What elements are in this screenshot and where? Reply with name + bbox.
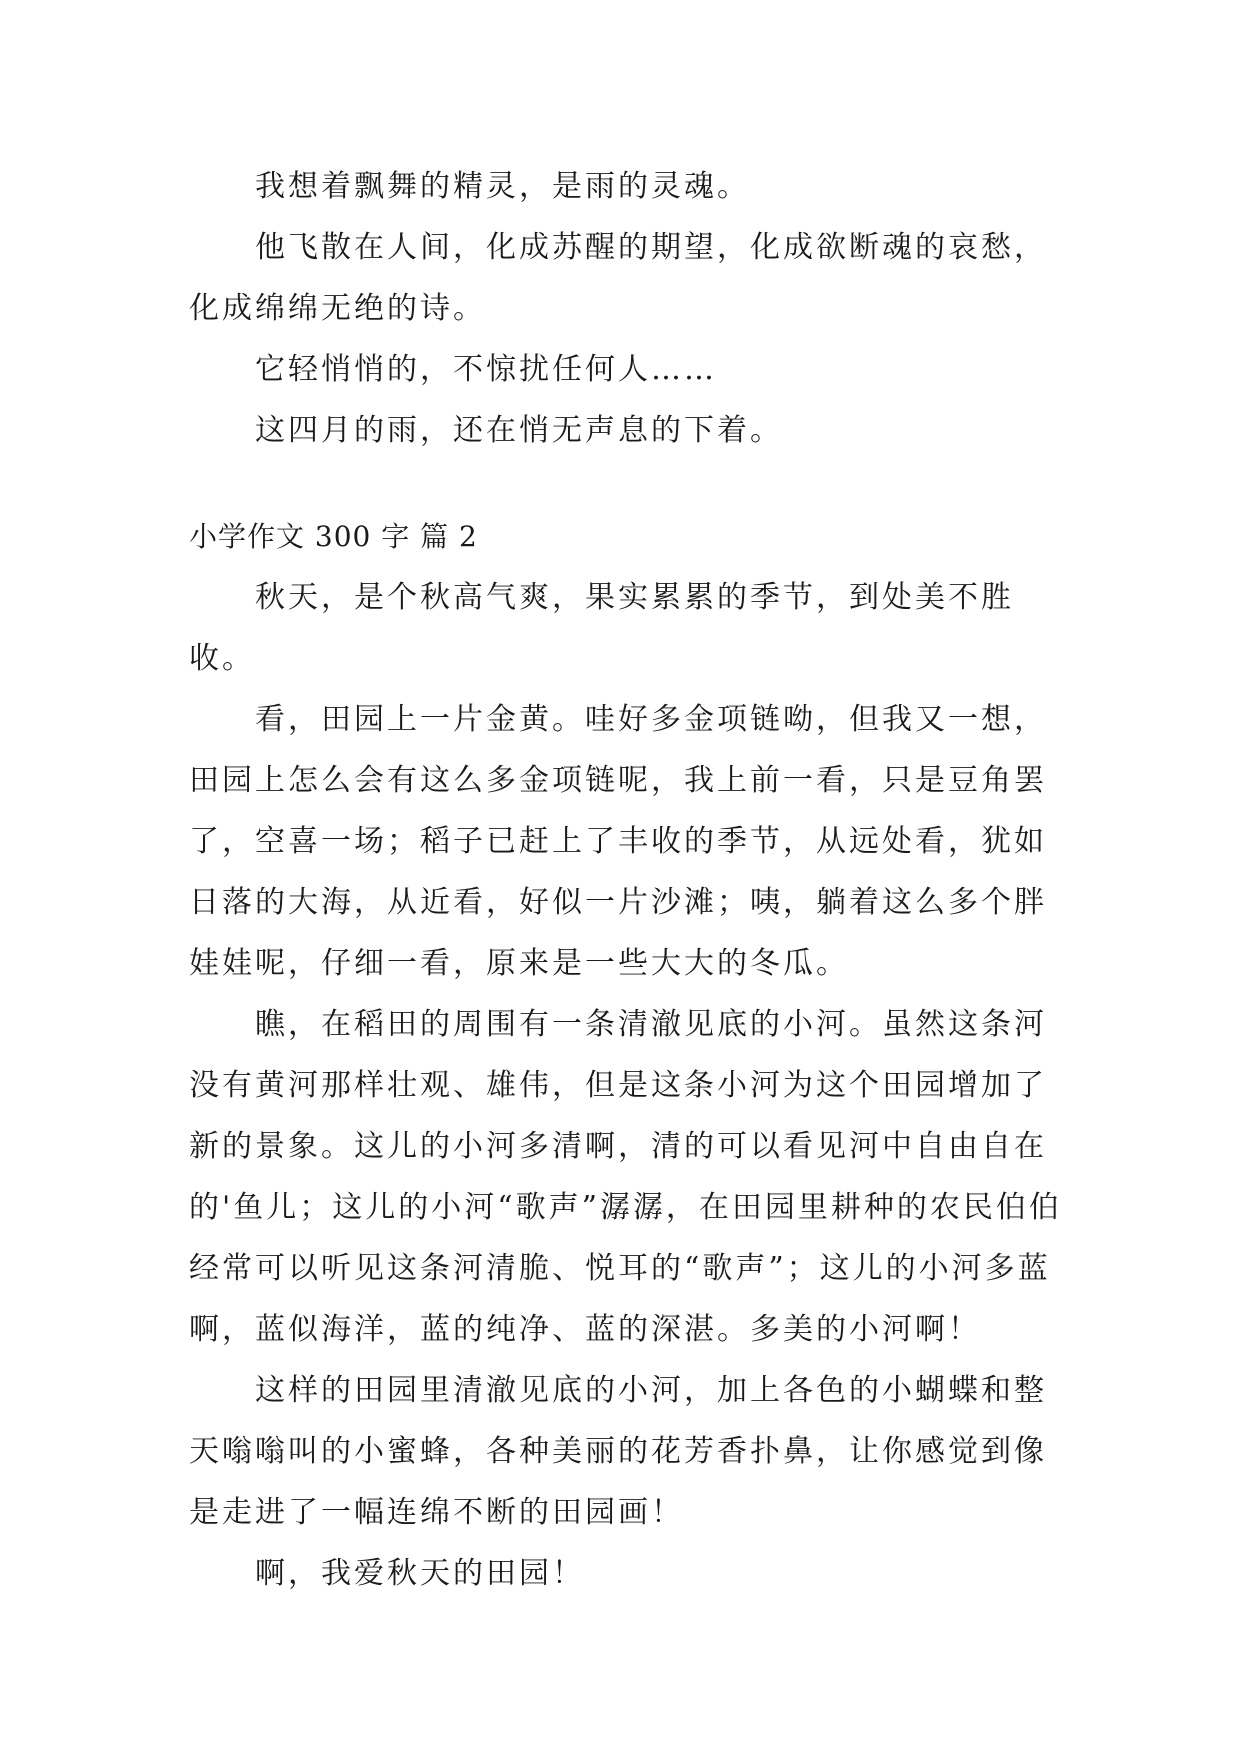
paragraph: 这四月的雨，还在悄无声息的下着。 bbox=[255, 413, 783, 448]
paragraph: 这样的田园里清澈见底的小河，加上各色的小蝴蝶和整天嗡嗡叫的小蜜蜂，各种美丽的花芳香扑鼻，让你感觉到像是走进了一幅连绵不断的田园画！ bbox=[189, 1373, 1047, 1530]
essay-part-1 bbox=[189, 156, 1074, 461]
paragraph: 我想着飘舞的精灵，是雨的灵魂。 bbox=[255, 169, 750, 204]
paragraph: 啊，我爱秋天的田园！ bbox=[255, 1556, 585, 1591]
paragraph: 看，田园上一片金黄。哇好多金项链呦，但我又一想，田园上怎么会有这么多金项链呢，我上前一看，只是豆角罢了，空喜一场；稻子已赶上了丰收的季节，从远处看，犹如日落的大海，从近看，好似一片沙滩；咦，躺着这么多个胖娃娃呢，仔细一看，原来是一些大大的冬瓜。 bbox=[189, 702, 1047, 981]
paragraph: 秋天，是个秋高气爽，果实累累的季节，到处美不胜收。 bbox=[189, 580, 1014, 676]
paragraph: 它轻悄悄的，不惊扰任何人…… bbox=[255, 352, 717, 387]
paragraph: 瞧，在稻田的周围有一条清澈见底的小河。虽然这条河没有黄河那样壮观、雄伟，但是这条小河为这个田园增加了新的景象。这儿的小河多清啊，清的可以看见河中自由自在的'鱼儿；这儿的小河“歌声”潺潺，在田园里耕种的农民伯伯经常可以听见这条河清脆、悦耳的“歌声”；这儿的小河多蓝啊，蓝似海洋，蓝的纯净、蓝的深湛。多美的小河啊！ bbox=[189, 1007, 1062, 1347]
paragraph: 他飞散在人间，化成苏醒的期望，化成欲断魂的哀愁，化成绵绵无绝的诗。 bbox=[189, 230, 1047, 326]
essay-part-2 bbox=[189, 567, 1074, 1604]
section-heading: 小学作文 300 字 篇 2 bbox=[189, 520, 478, 553]
section-heading-block bbox=[189, 506, 1074, 567]
